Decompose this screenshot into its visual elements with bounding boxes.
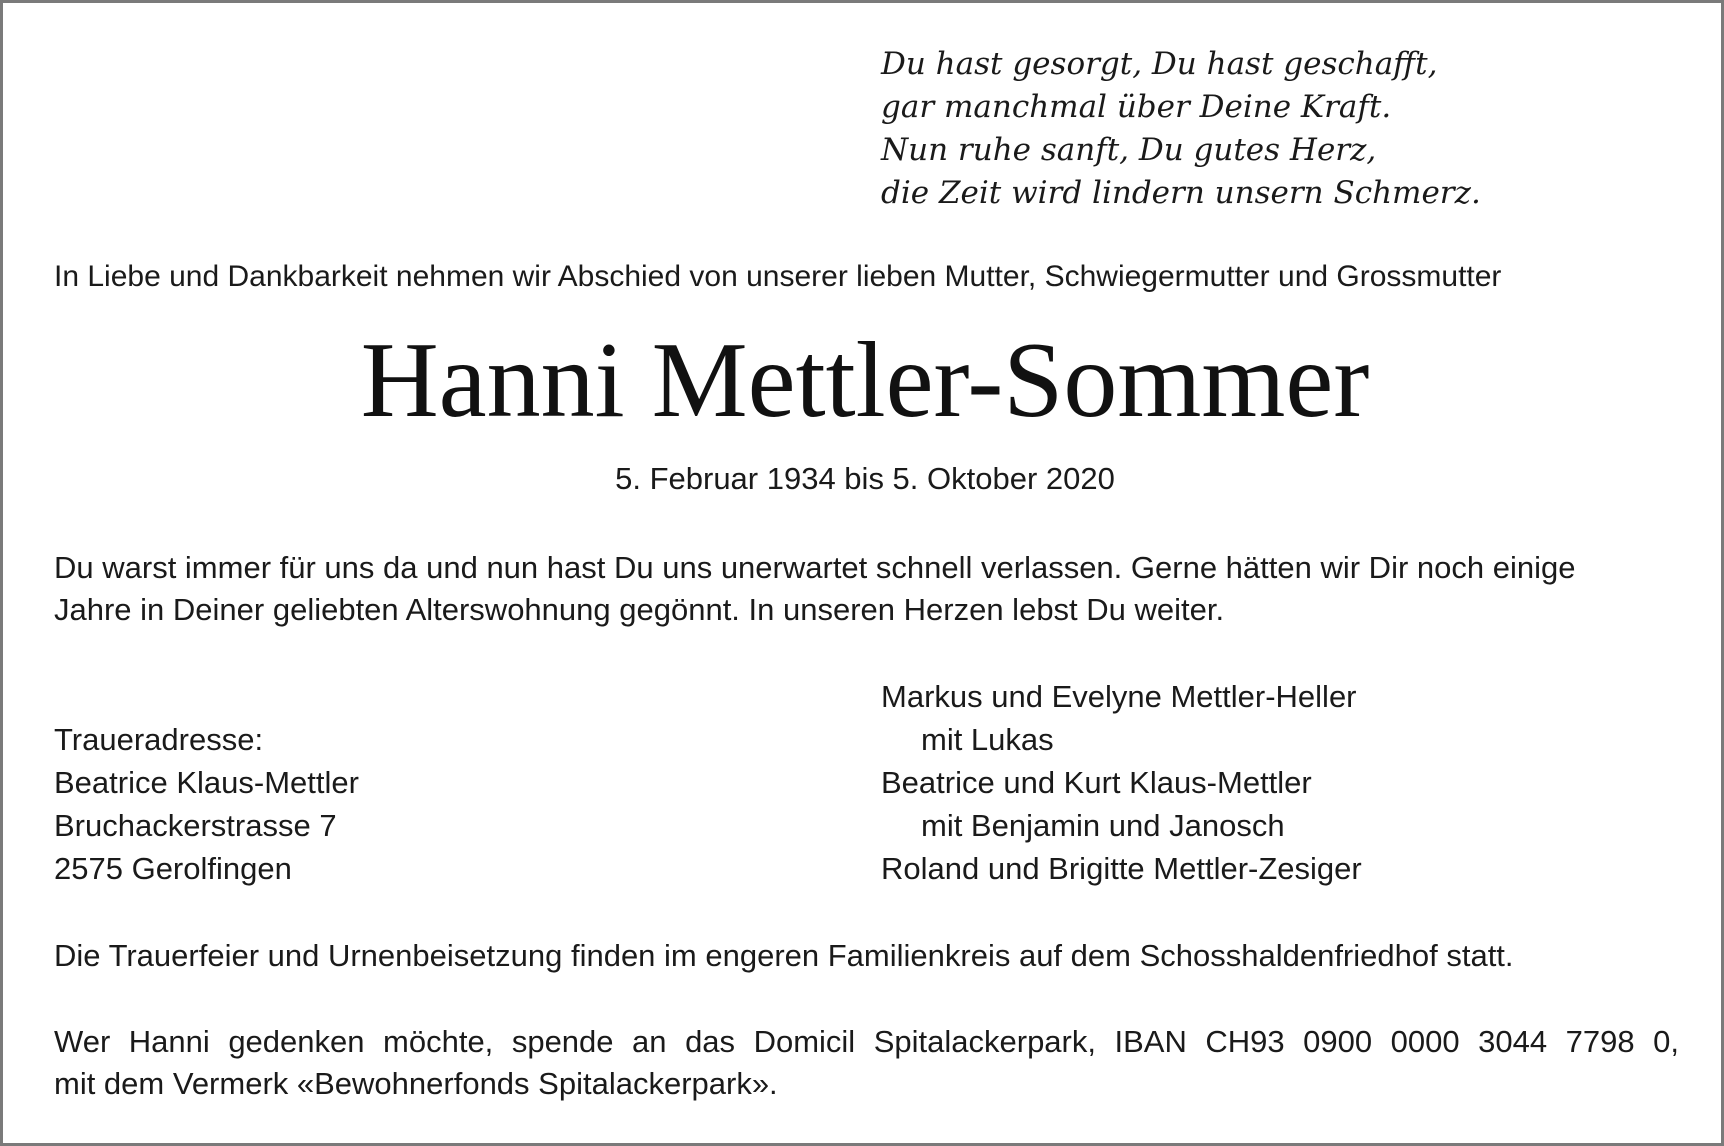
donation-line: mit dem Vermerk «Bewohnerfonds Spitalackerpark». xyxy=(54,1066,778,1101)
address-label: Traueradresse: xyxy=(54,722,264,757)
family-list xyxy=(881,675,1681,890)
family-member: Roland und Brigitte Mettler-Zesiger xyxy=(881,851,1362,886)
donation-info xyxy=(54,1021,1679,1105)
family-member: mit Lukas xyxy=(921,722,1054,757)
ceremony-info: Die Trauerfeier und Urnenbeisetzung finden im engeren Familienkreis auf dem Schosshaldenfriedhof statt. xyxy=(54,938,1514,973)
deceased-name: Hanni Mettler-Sommer xyxy=(360,321,1370,440)
family-member: mit Benjamin und Janosch xyxy=(921,808,1285,843)
address-line: Bruchackerstrasse 7 xyxy=(54,808,337,843)
poem-line: Du hast gesorgt, Du hast geschafft, xyxy=(881,46,1438,82)
mourning-address xyxy=(54,718,754,890)
memorial-poem xyxy=(881,43,1681,215)
poem-line: Nun ruhe sanft, Du gutes Herz, xyxy=(881,132,1377,168)
address-line: 2575 Gerolfingen xyxy=(54,851,292,886)
message-line: Jahre in Deiner geliebten Alterswohnung gegönnt. In unseren Herzen lebst Du weiter. xyxy=(54,592,1225,627)
address-line: Beatrice Klaus-Mettler xyxy=(54,765,359,800)
family-member: Beatrice und Kurt Klaus-Mettler xyxy=(881,765,1312,800)
message-line: Du warst immer für uns da und nun hast Du uns unerwartet schnell verlassen. Gerne hätten wir Dir noch einige xyxy=(54,550,1576,585)
poem-line: die Zeit wird lindern unsern Schmerz. xyxy=(881,175,1481,211)
donation-line: Wer Hanni gedenken möchte, spende an das Domicil Spitalackerpark, IBAN CH93 0900 0000 3044 7798 0, xyxy=(54,1024,1679,1059)
intro-text: In Liebe und Dankbarkeit nehmen wir Abschied von unserer lieben Mutter, Schwiegermutter und Grossmutter xyxy=(54,260,1502,293)
life-dates: 5. Februar 1934 bis 5. Oktober 2020 xyxy=(615,461,1115,496)
farewell-message xyxy=(54,547,1694,631)
poem-line: gar manchmal über Deine Kraft. xyxy=(881,89,1392,125)
family-member: Markus und Evelyne Mettler-Heller xyxy=(881,679,1357,714)
